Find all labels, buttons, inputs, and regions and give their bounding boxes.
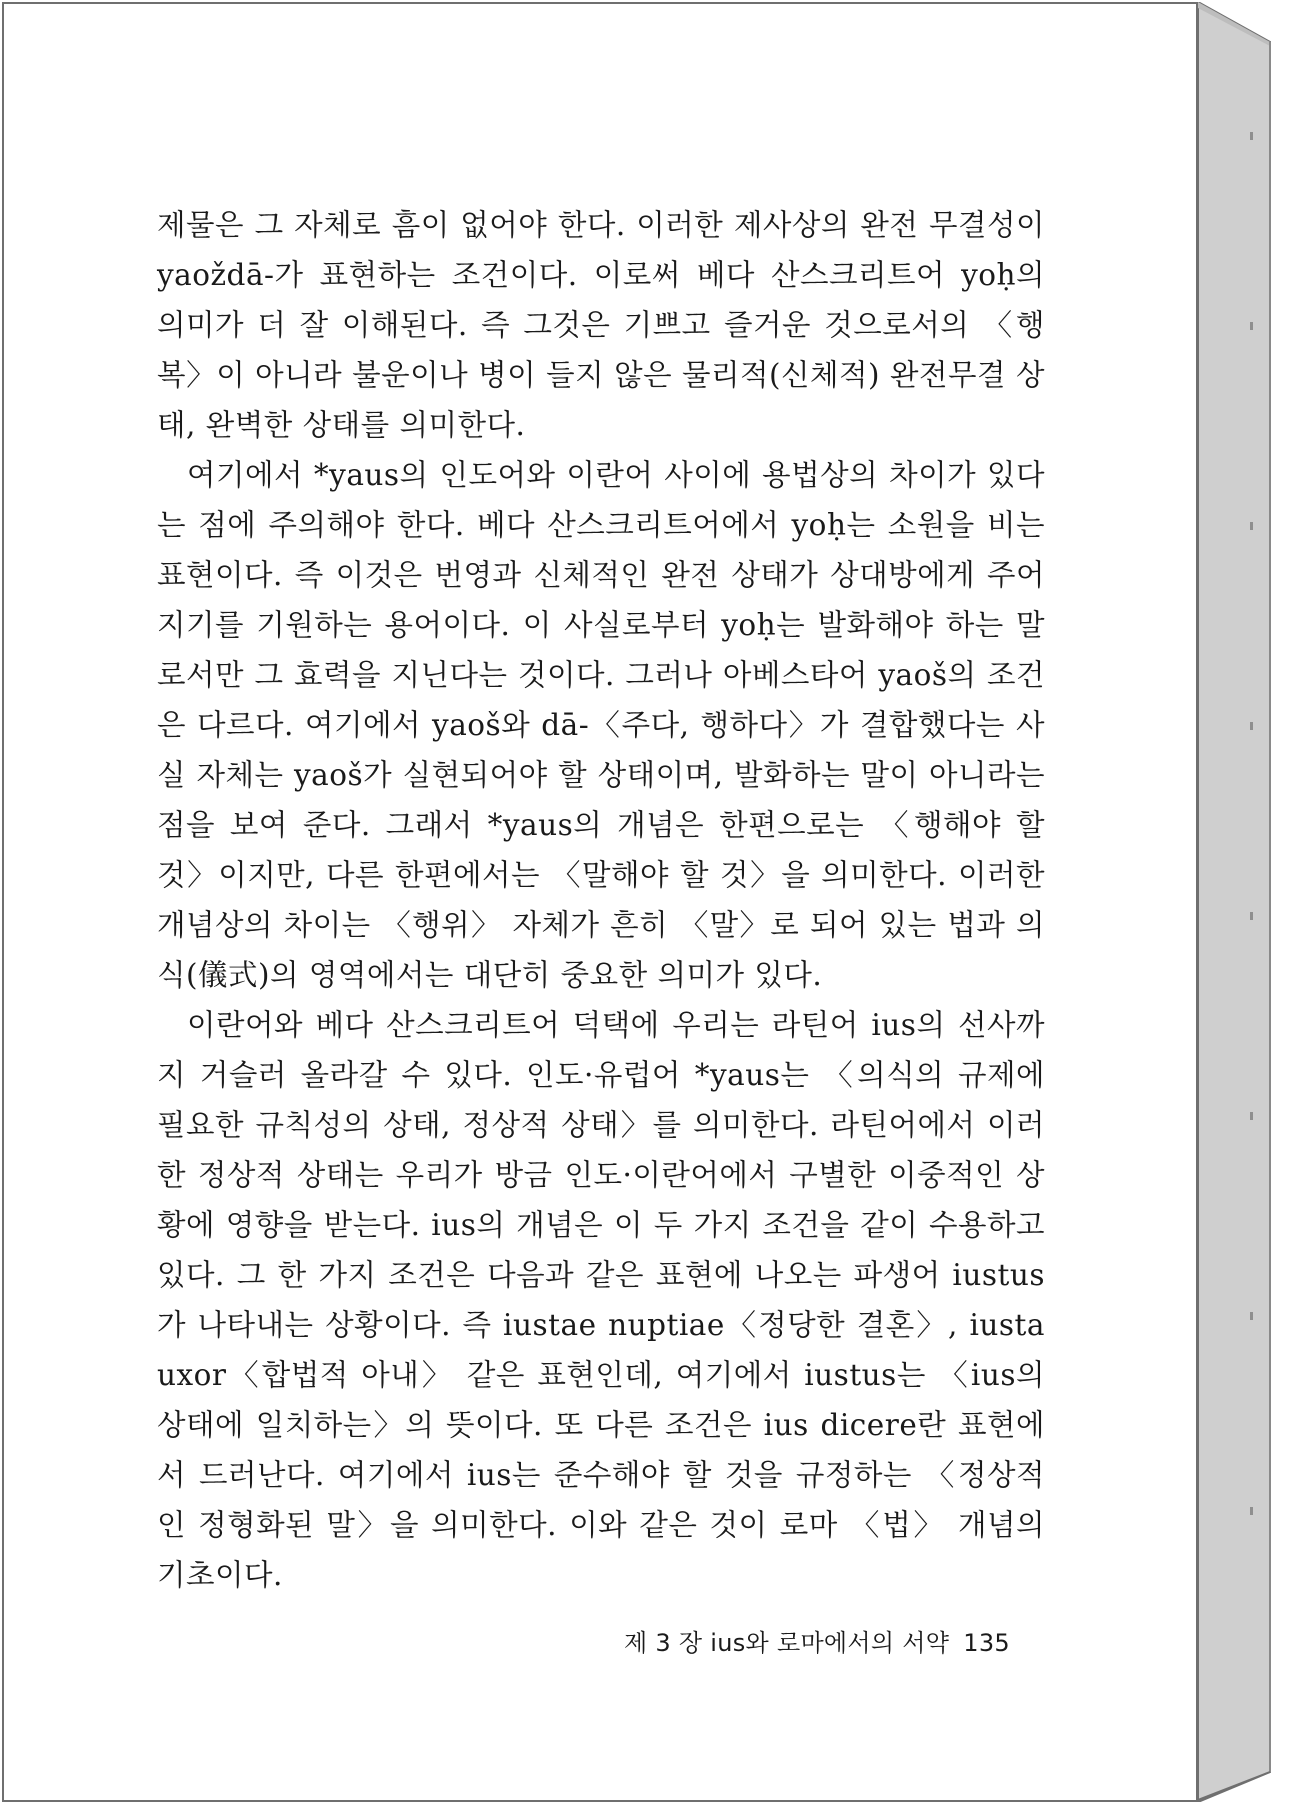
body-text bbox=[157, 200, 1045, 1600]
page-number: 135 bbox=[963, 1629, 1010, 1657]
paragraph-3: 이란어와 베다 산스크리트어 덕택에 우리는 라틴어 ius의 선사까지 거슬러 올라갈 수 있다. 인도·유럽어 *yaus는 〈의식의 규제에 필요한 규칙성의 상태, 정상적 상태〉를 의미한다. 라틴어에서 이러한 정상적 상태는 우리가 방금 인도·이란어에서 구별한 이중적인 상황에 영향을 받는다. ius의 개념은 이 두 가지 조건을 같이 수용하고 있다. 그 한 가지 조건은 다음과 같은 표현에 나오는 파생어 iustus가 나타내는 상황이다. 즉 iustae nuptiae〈정당한 결혼〉, iusta uxor〈합법적 아내〉 같은 표현인데, 여기에서 iustus는 〈ius의 상태에 일치하는〉의 뜻이다. 또 다른 조건은 ius dicere란 표현에서 드러난다. 여기에서 ius는 준수해야 할 것을 규정하는 〈정상적인 정형화된 말〉을 의미한다. 이와 같은 것이 로마 〈법〉 개념의 기초이다. bbox=[157, 1008, 1045, 1592]
paragraph-1: 제물은 그 자체로 흠이 없어야 한다. 이러한 제사상의 완전 무결성이 yaoždā-가 표현하는 조건이다. 이로써 베다 산스크리트어 yoḥ의 의미가 더 잘 이해된다. 즉 그것은 기쁘고 즐거운 것으로서의 〈행복〉이 아니라 불운이나 병이 들지 않은 물리적(신체적) 완전무결 상태, 완벽한 상태를 의미한다. bbox=[157, 208, 1045, 442]
running-footer bbox=[600, 1623, 1010, 1658]
page-stack-edge bbox=[1198, 2, 1278, 1802]
paragraph-2: 여기에서 *yaus의 인도어와 이란어 사이에 용법상의 차이가 있다는 점에 주의해야 한다. 베다 산스크리트어에서 yoḥ는 소원을 비는 표현이다. 즉 이것은 번영과 신체적인 완전 상태가 상대방에게 주어지기를 기원하는 용어이다. 이 사실로부터 yoḥ는 발화해야 하는 말로서만 그 효력을 지닌다는 것이다. 그러나 아베스타어 yaoš의 조건은 다르다. 여기에서 yaoš와 dā-〈주다, 행하다〉가 결합했다는 사실 자체는 yaoš가 실현되어야 할 상태이며, 발화하는 말이 아니라는 점을 보여 준다. 그래서 *yaus의 개념은 한편으로는 〈행해야 할 것〉이지만, 다른 한편에서는 〈말해야 할 것〉을 의미한다. 이러한 개념상의 차이는 〈행위〉 자체가 흔히 〈말〉로 되어 있는 법과 의식(儀式)의 영역에서는 대단히 중요한 의미가 있다. bbox=[157, 458, 1045, 992]
running-head: 제 3 장 ius와 로마에서의 서약 bbox=[623, 1629, 950, 1657]
